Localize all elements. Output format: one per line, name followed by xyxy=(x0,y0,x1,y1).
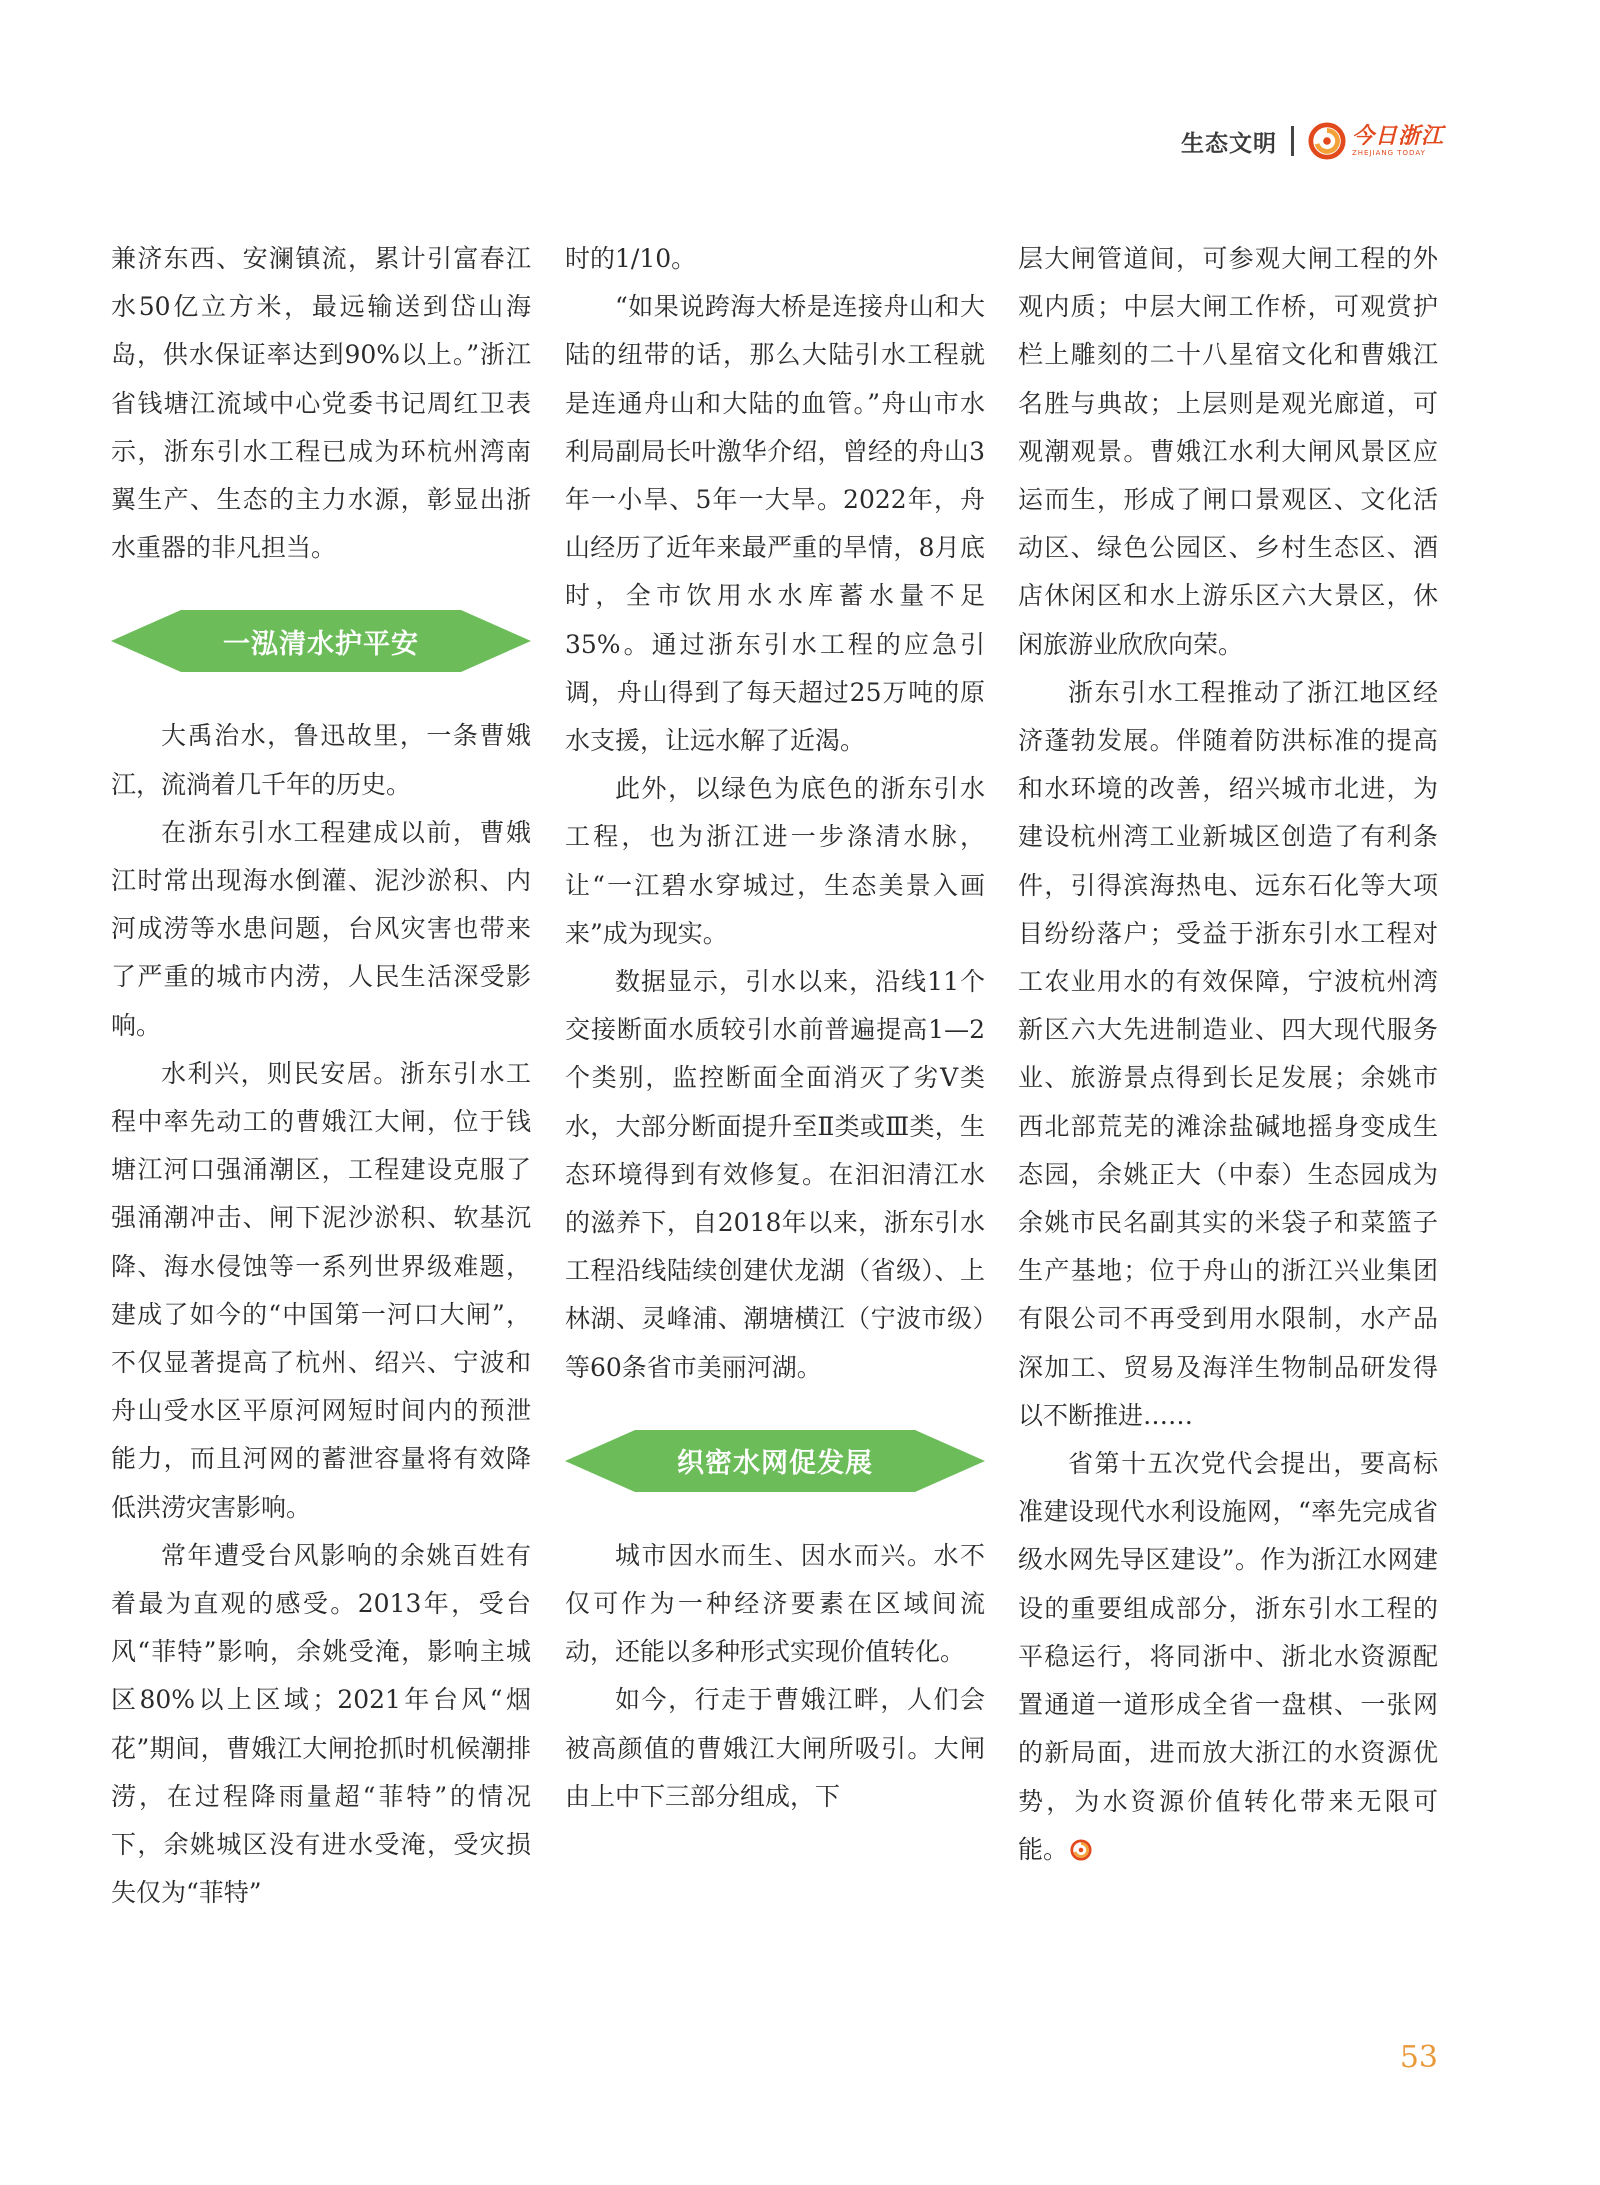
column-3 xyxy=(1018,235,1438,1874)
section-title: 生态文明 xyxy=(1180,130,1277,157)
paragraph: 在浙东引水工程建成以前，曹娥江时常出现海水倒灌、泥沙淤积、内河成涝等水患问题，台风灾害也带来了严重的城市内涝，人民生活深受影响。 xyxy=(111,817,531,1040)
paragraph: 城市因水而生、因水而兴。水不仅可作为一种经济要素在区域间流动，还能以多种形式实现价值转化。 xyxy=(565,1540,985,1667)
paragraph: 层大闸管道间，可参观大闸工程的外观内质；中层大闸工作桥，可观赏护栏上雕刻的二十八星宿文化和曹娥江名胜与典故；上层则是观光廊道，可观潮观景。曹娥江水利大闸风景区应运而生，形成了闸口景观区、文化活动区、绿色公园区、乡村生态区、酒店休闲区和水上游乐区六大景区，休闲旅游业欣欣向荣。 xyxy=(1018,244,1438,659)
page-number: 53 xyxy=(1399,2040,1438,2075)
logo-english-text: ZHEJIANG TODAY xyxy=(1351,149,1426,157)
paragraph: 常年遭受台风影响的余姚百姓有着最为直观的感受。2013年，受台风“菲特”影响，余姚受淹，影响主城区80%以上区域；2021年台风“烟花”期间，曹娥江大闸抢抓时机候潮排涝，在过程降雨量超“菲特”的情况下，余姚城区没有进水受淹，受灾损失仅为“菲特” xyxy=(111,1540,531,1908)
end-of-article-icon xyxy=(1070,1839,1092,1861)
column-1 xyxy=(111,235,531,1918)
magazine-logo xyxy=(1308,122,1444,160)
logo-chinese-text: 今日浙江 xyxy=(1351,123,1444,149)
paragraph: 此外，以绿色为底色的浙东引水工程，也为浙江进一步涤清水脉，让“一江碧水穿城过，生态美景入画来”成为现实。 xyxy=(565,774,985,948)
paragraph-text: 省第十五次党代会提出，要高标准建设现代水利设施网，“率先完成省级水网先导区建设”。作为浙江水网建设的重要组成部分，浙东引水工程的平稳运行，将同浙中、浙北水资源配置通道一道形成全省一盘棋、一张网的新局面，进而放大浙江的水资源优势，为水资源价值转化带来无限可能。 xyxy=(1018,1449,1438,1864)
paragraph: 时的1/10。 xyxy=(565,244,697,273)
section-heading: 织密水网促发展 xyxy=(677,1448,873,1480)
paragraph-final xyxy=(1018,1440,1438,1874)
section-heading-banner xyxy=(565,1430,985,1492)
logo-swirl-icon xyxy=(1308,122,1346,160)
paragraph: “如果说跨海大桥是连接舟山和大陆的纽带的话，那么大陆引水工程就是连通舟山和大陆的血管。”舟山市水利局副局长叶激华介绍，曾经的舟山3年一小旱、5年一大旱。2022年，舟山经历了近年来最严重的旱情，8月底时，全市饮用水水库蓄水量不足35%。通过浙东引水工程的应急引调，舟山得到了每天超过25万吨的原水支援，让远水解了近渴。 xyxy=(565,292,985,756)
paragraph: 水利兴，则民安居。浙东引水工程中率先动工的曹娥江大闸，位于钱塘江河口强涌潮区，工程建设克服了强涌潮冲击、闸下泥沙淤积、软基沉降、海水侵蚀等一系列世界级难题，建成了如今的“中国第一河口大闸”，不仅显著提高了杭州、绍兴、宁波和舟山受水区平原河网短时间内的预泄能力，而且河网的蓄泄容量将有效降低洪涝灾害影响。 xyxy=(111,1058,531,1522)
paragraph: 兼济东西、安澜镇流，累计引富春江水50亿立方米，最远输送到岱山海岛，供水保证率达到90%以上。”浙江省钱塘江流域中心党委书记周红卫表示，浙东引水工程已成为环杭州湾南翼生产、生态的主力水源，彰显出浙水重器的非凡担当。 xyxy=(111,244,531,563)
column-2 xyxy=(565,235,985,1821)
paragraph: 如今，行走于曹娥江畔，人们会被高颜值的曹娥江大闸所吸引。大闸由上中下三部分组成，下 xyxy=(565,1685,985,1811)
paragraph: 浙东引水工程推动了浙江地区经济蓬勃发展。伴随着防洪标准的提高和水环境的改善，绍兴城市北进，为建设杭州湾工业新城区创造了有利条件，引得滨海热电、远东石化等大项目纷纷落户；受益于浙东引水工程对工农业用水的有效保障，宁波杭州湾新区六大先进制造业、四大现代服务业、旅游景点得到长足发展；余姚市西北部荒芜的滩涂盐碱地摇身变成生态园，余姚正大（中泰）生态园成为余姚市民名副其实的米袋子和菜篮子生产基地；位于舟山的浙江兴业集团有限公司不再受到用水限制，水产品深加工、贸易及海洋生物制品研发得以不断推进…… xyxy=(1018,677,1438,1430)
section-heading-banner xyxy=(111,610,531,672)
page-header xyxy=(1181,118,1444,164)
paragraph: 大禹治水，鲁迅故里，一条曹娥江，流淌着几千年的历史。 xyxy=(111,721,531,799)
paragraph: 数据显示，引水以来，沿线11个交接断面水质较引水前普遍提高1—2个类别，监控断面全面消灭了劣Ⅴ类水，大部分断面提升至Ⅱ类或Ⅲ类，生态环境得到有效修复。在汩汩清江水的滋养下，自2018年以来，浙东引水工程沿线陆续创建伏龙湖（省级）、上林湖、灵峰浦、潮塘横江（宁波市级）等60条省市美丽河湖。 xyxy=(565,967,985,1382)
header-divider xyxy=(1291,126,1294,156)
section-heading: 一泓清水护平安 xyxy=(223,628,419,660)
